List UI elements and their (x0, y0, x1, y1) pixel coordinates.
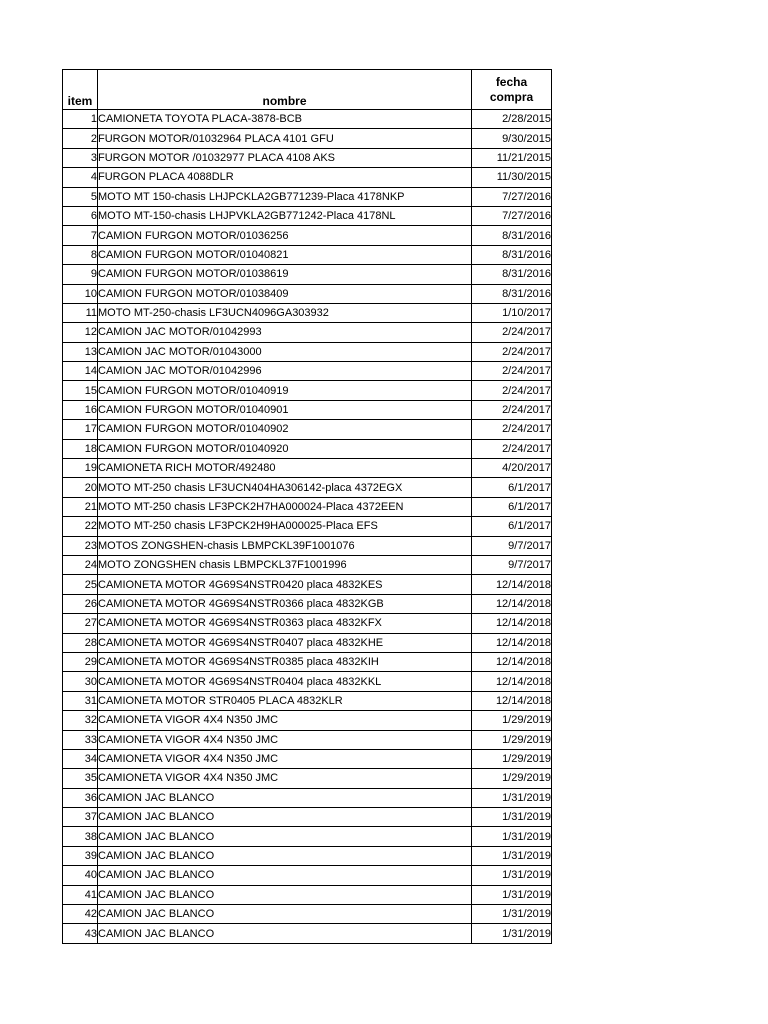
item-cell: 9 (63, 265, 98, 284)
item-cell: 30 (63, 672, 98, 691)
fecha-compra-cell: 6/1/2017 (472, 497, 552, 516)
fecha-compra-cell: 1/31/2019 (472, 808, 552, 827)
table-row (63, 226, 552, 245)
table-row (63, 633, 552, 652)
table-row (63, 730, 552, 749)
nombre-cell: CAMIONETA TOYOTA PLACA-3878-BCB (98, 110, 472, 129)
table-row (63, 265, 552, 284)
nombre-cell: CAMION FURGON MOTOR/01040920 (98, 439, 472, 458)
table-row (63, 323, 552, 342)
fecha-compra-cell: 12/14/2018 (472, 594, 552, 613)
fecha-compra-cell: 7/27/2016 (472, 206, 552, 225)
nombre-cell: CAMIONETA MOTOR 4G69S4NSTR0366 placa 4832KGB (98, 594, 472, 613)
fecha-compra-cell: 2/24/2017 (472, 381, 552, 400)
item-cell: 12 (63, 323, 98, 342)
fecha-compra-cell: 8/31/2016 (472, 226, 552, 245)
nombre-cell: MOTO MT-250-chasis LF3UCN4096GA303932 (98, 303, 472, 322)
nombre-cell: CAMIONETA MOTOR 4G69S4NSTR0385 placa 4832KIH (98, 652, 472, 671)
table-row (63, 672, 552, 691)
fecha-compra-cell: 1/31/2019 (472, 885, 552, 904)
table-row (63, 769, 552, 788)
nombre-cell: MOTO MT 150-chasis LHJPCKLA2GB771239-Placa 4178NKP (98, 187, 472, 206)
nombre-cell: CAMIONETA MOTOR 4G69S4NSTR0404 placa 4832KKL (98, 672, 472, 691)
item-cell: 18 (63, 439, 98, 458)
nombre-cell: CAMIONETA VIGOR 4X4 N350 JMC (98, 711, 472, 730)
item-cell: 8 (63, 245, 98, 264)
table-row (63, 885, 552, 904)
table-row (63, 866, 552, 885)
fecha-compra-cell: 2/24/2017 (472, 439, 552, 458)
item-cell: 35 (63, 769, 98, 788)
nombre-cell: CAMION FURGON MOTOR/01038409 (98, 284, 472, 303)
item-cell: 22 (63, 517, 98, 536)
item-cell: 41 (63, 885, 98, 904)
nombre-cell: CAMIONETA MOTOR STR0405 PLACA 4832KLR (98, 691, 472, 710)
fecha-compra-cell: 8/31/2016 (472, 265, 552, 284)
table-row (63, 749, 552, 768)
nombre-cell: MOTO MT-150-chasis LHJPVKLA2GB771242-Placa 4178NL (98, 206, 472, 225)
table-row (63, 846, 552, 865)
table-row (63, 381, 552, 400)
table-row (63, 788, 552, 807)
table-row (63, 517, 552, 536)
fecha-compra-cell: 1/29/2019 (472, 730, 552, 749)
table-row (63, 594, 552, 613)
fecha-compra-cell: 2/24/2017 (472, 400, 552, 419)
item-cell: 34 (63, 749, 98, 768)
table-row (63, 245, 552, 264)
table-row (63, 575, 552, 594)
table-row (63, 497, 552, 516)
nombre-cell: CAMIONETA MOTOR 4G69S4NSTR0363 placa 4832KFX (98, 614, 472, 633)
nombre-cell: FURGON MOTOR /01032977 PLACA 4108 AKS (98, 148, 472, 167)
fecha-compra-cell: 2/24/2017 (472, 420, 552, 439)
header-fecha-line1: fecha (495, 74, 528, 89)
table-row (63, 827, 552, 846)
item-cell: 33 (63, 730, 98, 749)
item-cell: 3 (63, 148, 98, 167)
table-row (63, 284, 552, 303)
nombre-cell: CAMION FURGON MOTOR/01040821 (98, 245, 472, 264)
table-row (63, 439, 552, 458)
table-row (63, 110, 552, 129)
item-cell: 2 (63, 129, 98, 148)
item-cell: 14 (63, 362, 98, 381)
fecha-compra-cell: 4/20/2017 (472, 459, 552, 478)
nombre-cell: CAMION JAC BLANCO (98, 866, 472, 885)
table-row (63, 652, 552, 671)
nombre-cell: CAMION FURGON MOTOR/01040901 (98, 400, 472, 419)
nombre-cell: CAMION JAC BLANCO (98, 808, 472, 827)
nombre-cell: CAMION JAC MOTOR/01042996 (98, 362, 472, 381)
fecha-compra-cell: 1/29/2019 (472, 711, 552, 730)
nombre-cell: FURGON PLACA 4088DLR (98, 168, 472, 187)
fecha-compra-cell: 2/24/2017 (472, 362, 552, 381)
table-row (63, 691, 552, 710)
table-row (63, 459, 552, 478)
item-cell: 10 (63, 284, 98, 303)
nombre-cell: MOTO MT-250 chasis LF3PCK2H7HA000024-Placa 4372EEN (98, 497, 472, 516)
item-cell: 27 (63, 614, 98, 633)
table-row (63, 148, 552, 167)
item-cell: 1 (63, 110, 98, 129)
fecha-compra-cell: 9/7/2017 (472, 555, 552, 574)
table-row (63, 555, 552, 574)
nombre-cell: CAMION FURGON MOTOR/01040902 (98, 420, 472, 439)
table-row (63, 808, 552, 827)
fecha-compra-cell: 12/14/2018 (472, 672, 552, 691)
table-row (63, 536, 552, 555)
fecha-compra-cell: 12/14/2018 (472, 575, 552, 594)
table-body (63, 110, 552, 944)
item-cell: 28 (63, 633, 98, 652)
nombre-cell: CAMION JAC BLANCO (98, 924, 472, 943)
fecha-compra-cell: 6/1/2017 (472, 517, 552, 536)
header-nombre: nombre (98, 70, 472, 110)
item-cell: 4 (63, 168, 98, 187)
nombre-cell: CAMION JAC BLANCO (98, 788, 472, 807)
table-row (63, 614, 552, 633)
fecha-compra-cell: 7/27/2016 (472, 187, 552, 206)
table-row (63, 168, 552, 187)
item-cell: 32 (63, 711, 98, 730)
item-cell: 26 (63, 594, 98, 613)
nombre-cell: FURGON MOTOR/01032964 PLACA 4101 GFU (98, 129, 472, 148)
nombre-cell: CAMION JAC BLANCO (98, 885, 472, 904)
fecha-compra-cell: 1/31/2019 (472, 905, 552, 924)
nombre-cell: CAMIONETA VIGOR 4X4 N350 JMC (98, 769, 472, 788)
table-row (63, 924, 552, 943)
fecha-compra-cell: 2/24/2017 (472, 323, 552, 342)
fecha-compra-cell: 8/31/2016 (472, 245, 552, 264)
nombre-cell: CAMIONETA MOTOR 4G69S4NSTR0420 placa 4832KES (98, 575, 472, 594)
nombre-cell: CAMION FURGON MOTOR/01036256 (98, 226, 472, 245)
fecha-compra-cell: 1/10/2017 (472, 303, 552, 322)
table-row (63, 342, 552, 361)
nombre-cell: CAMION JAC MOTOR/01042993 (98, 323, 472, 342)
fecha-compra-cell: 1/29/2019 (472, 749, 552, 768)
nombre-cell: CAMION JAC BLANCO (98, 846, 472, 865)
nombre-cell: CAMION JAC BLANCO (98, 827, 472, 846)
nombre-cell: CAMION FURGON MOTOR/01040919 (98, 381, 472, 400)
fecha-compra-cell: 1/31/2019 (472, 866, 552, 885)
fecha-compra-cell: 12/14/2018 (472, 614, 552, 633)
vehicle-table (62, 69, 552, 944)
item-cell: 20 (63, 478, 98, 497)
nombre-cell: MOTO MT-250 chasis LF3UCN404HA306142-placa 4372EGX (98, 478, 472, 497)
fecha-compra-cell: 1/31/2019 (472, 924, 552, 943)
table-row (63, 129, 552, 148)
nombre-cell: CAMIONETA VIGOR 4X4 N350 JMC (98, 730, 472, 749)
item-cell: 43 (63, 924, 98, 943)
item-cell: 7 (63, 226, 98, 245)
item-cell: 5 (63, 187, 98, 206)
fecha-compra-cell: 12/14/2018 (472, 633, 552, 652)
nombre-cell: MOTO ZONGSHEN chasis LBMPCKL37F1001996 (98, 555, 472, 574)
item-cell: 24 (63, 555, 98, 574)
item-cell: 11 (63, 303, 98, 322)
table-row (63, 478, 552, 497)
item-cell: 19 (63, 459, 98, 478)
item-cell: 37 (63, 808, 98, 827)
header-fecha-compra (472, 70, 552, 110)
item-cell: 17 (63, 420, 98, 439)
item-cell: 21 (63, 497, 98, 516)
item-cell: 31 (63, 691, 98, 710)
nombre-cell: CAMIONETA RICH MOTOR/492480 (98, 459, 472, 478)
fecha-compra-cell: 1/31/2019 (472, 827, 552, 846)
table-row (63, 711, 552, 730)
fecha-compra-cell: 12/14/2018 (472, 691, 552, 710)
nombre-cell: MOTO MT-250 chasis LF3PCK2H9HA000025-Placa EFS (98, 517, 472, 536)
item-cell: 39 (63, 846, 98, 865)
fecha-compra-cell: 1/31/2019 (472, 846, 552, 865)
fecha-compra-cell: 6/1/2017 (472, 478, 552, 497)
fecha-compra-cell: 2/24/2017 (472, 342, 552, 361)
table-row (63, 420, 552, 439)
fecha-compra-cell: 11/30/2015 (472, 168, 552, 187)
fecha-compra-cell: 1/31/2019 (472, 788, 552, 807)
nombre-cell: CAMIONETA VIGOR 4X4 N350 JMC (98, 749, 472, 768)
header-fecha-line2: compra (489, 89, 534, 104)
header-row (63, 70, 552, 110)
fecha-compra-cell: 9/7/2017 (472, 536, 552, 555)
item-cell: 29 (63, 652, 98, 671)
table-row (63, 905, 552, 924)
fecha-compra-cell: 1/29/2019 (472, 769, 552, 788)
item-cell: 15 (63, 381, 98, 400)
header-item: item (63, 70, 98, 110)
table-row (63, 187, 552, 206)
item-cell: 42 (63, 905, 98, 924)
item-cell: 40 (63, 866, 98, 885)
item-cell: 13 (63, 342, 98, 361)
fecha-compra-cell: 9/30/2015 (472, 129, 552, 148)
fecha-compra-cell: 8/31/2016 (472, 284, 552, 303)
nombre-cell: CAMIONETA MOTOR 4G69S4NSTR0407 placa 4832KHE (98, 633, 472, 652)
item-cell: 38 (63, 827, 98, 846)
fecha-compra-cell: 11/21/2015 (472, 148, 552, 167)
nombre-cell: CAMION JAC BLANCO (98, 905, 472, 924)
item-cell: 6 (63, 206, 98, 225)
nombre-cell: CAMION FURGON MOTOR/01038619 (98, 265, 472, 284)
fecha-compra-cell: 12/14/2018 (472, 652, 552, 671)
item-cell: 16 (63, 400, 98, 419)
table-row (63, 400, 552, 419)
nombre-cell: CAMION JAC MOTOR/01043000 (98, 342, 472, 361)
table-row (63, 206, 552, 225)
table-row (63, 362, 552, 381)
fecha-compra-cell: 2/28/2015 (472, 110, 552, 129)
item-cell: 36 (63, 788, 98, 807)
item-cell: 23 (63, 536, 98, 555)
nombre-cell: MOTOS ZONGSHEN-chasis LBMPCKL39F1001076 (98, 536, 472, 555)
item-cell: 25 (63, 575, 98, 594)
table-row (63, 303, 552, 322)
